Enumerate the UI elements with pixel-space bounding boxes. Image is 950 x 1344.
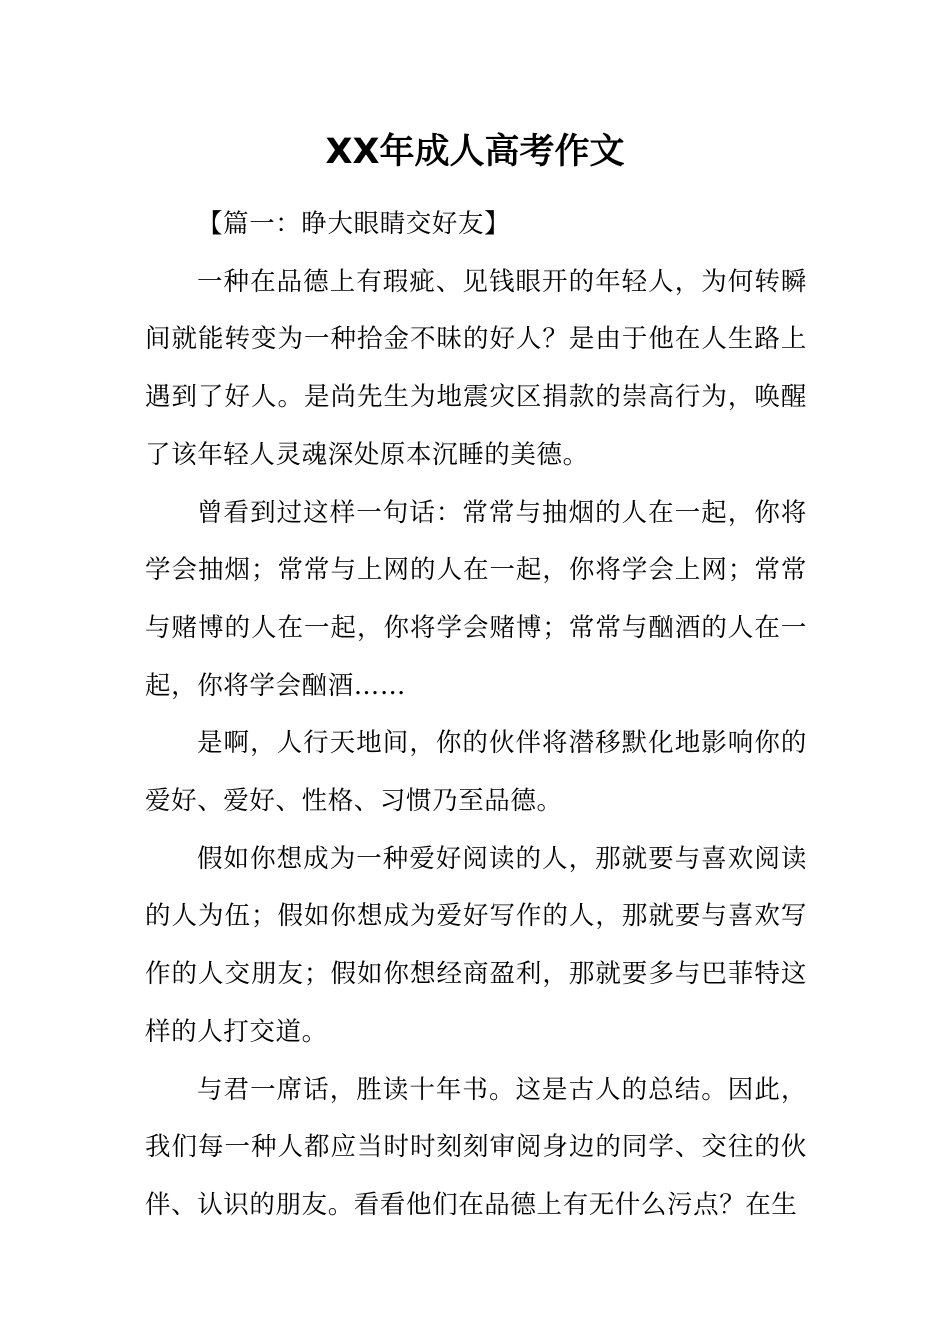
paragraph: 曾看到过这样一句话：常常与抽烟的人在一起，你将学会抽烟；常常与上网的人在一起，你将学会上网；常常与赌博的人在一起，你将学会赌博；常常与酗酒的人在一起，你将学会酗酒…… [145, 497, 807, 701]
paragraph: 与君一席话，胜读十年书。这是古人的总结。因此，我们每一种人都应当时时刻刻审阅身边的同学、交往的伙伴、认识的朋友。看看他们在品德上有无什么污点？在生 [145, 1074, 807, 1220]
document-body [145, 196, 807, 1235]
paragraph: 一种在品德上有瑕疵、见钱眼开的年轻人，为何转瞬间就能转变为一种拾金不昧的好人？是由于他在人生路上遇到了好人。是尚先生为地震灾区捐款的崇高行为，唤醒了该年轻人灵魂深处原本沉睡的美德。 [145, 266, 807, 470]
paragraph: 是啊，人行天地间，你的伙伴将潜移默化地影响你的爱好、爱好、性格、习惯乃至品德。 [145, 728, 807, 817]
section-heading: 【篇一：睁大眼睛交好友】 [197, 209, 511, 239]
paragraph: 假如你想成为一种爱好阅读的人，那就要与喜欢阅读的人为伍；假如你想成为爱好写作的人，那就要与喜欢写作的人交朋友；假如你想经商盈利，那就要多与巴菲特这样的人打交道。 [145, 843, 807, 1047]
document-title: XX年成人高考作文 [325, 132, 625, 172]
